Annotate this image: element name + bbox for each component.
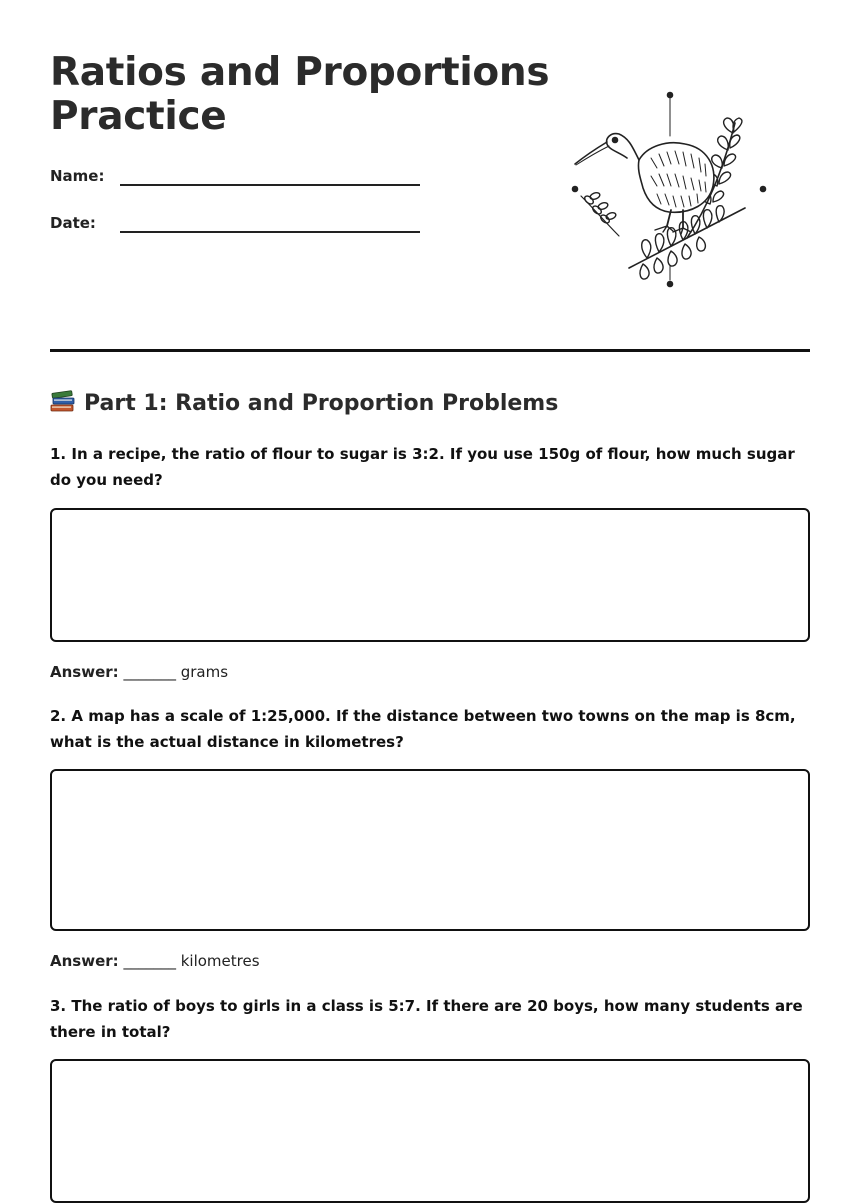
question-1 — [50, 441, 810, 493]
part1-heading — [50, 389, 558, 419]
answer-label: Answer: — [50, 663, 119, 681]
worksheet-header — [50, 0, 810, 352]
answer-unit: grams — [180, 663, 229, 681]
question-1-answer — [50, 662, 228, 682]
kiwi-bird-fern-icon — [567, 88, 773, 292]
date-label: Date: — [50, 214, 96, 232]
books-icon — [50, 389, 76, 413]
question-1-text: 1. In a recipe, the ratio of flour to sugar is 3:2. If you use 150g of flour, how much sugar do you need? — [50, 445, 795, 489]
answer-unit: kilometres — [180, 952, 260, 970]
title-line-2: Practice — [50, 94, 227, 139]
question-1-work-box[interactable] — [50, 508, 810, 642]
name-field[interactable] — [50, 166, 450, 196]
date-field[interactable] — [50, 213, 450, 243]
question-3-work-box[interactable] — [50, 1059, 810, 1203]
name-line[interactable] — [120, 184, 420, 186]
header-divider — [50, 349, 810, 352]
question-2-text: 2. A map has a scale of 1:25,000. If the distance between two towns on the map is 8cm, what is the actual distance in kilometres? — [50, 707, 796, 751]
worksheet-title — [50, 51, 549, 139]
worksheet-page — [50, 0, 810, 1041]
name-label: Name: — [50, 167, 105, 185]
question-2-answer — [50, 951, 260, 971]
answer-blank[interactable]: _______ — [123, 663, 176, 681]
question-3-text: 3. The ratio of boys to girls in a class is 5:7. If there are 20 boys, how many students are there in total? — [50, 997, 803, 1041]
question-2 — [50, 703, 810, 755]
answer-label: Answer: — [50, 952, 119, 970]
title-line-1: Ratios and Proportions — [50, 50, 550, 95]
question-2-work-box[interactable] — [50, 769, 810, 931]
answer-blank[interactable]: _______ — [123, 952, 176, 970]
part1-heading-text: Part 1: Ratio and Proportion Problems — [84, 391, 559, 416]
question-3 — [50, 993, 810, 1045]
date-line[interactable] — [120, 231, 420, 233]
